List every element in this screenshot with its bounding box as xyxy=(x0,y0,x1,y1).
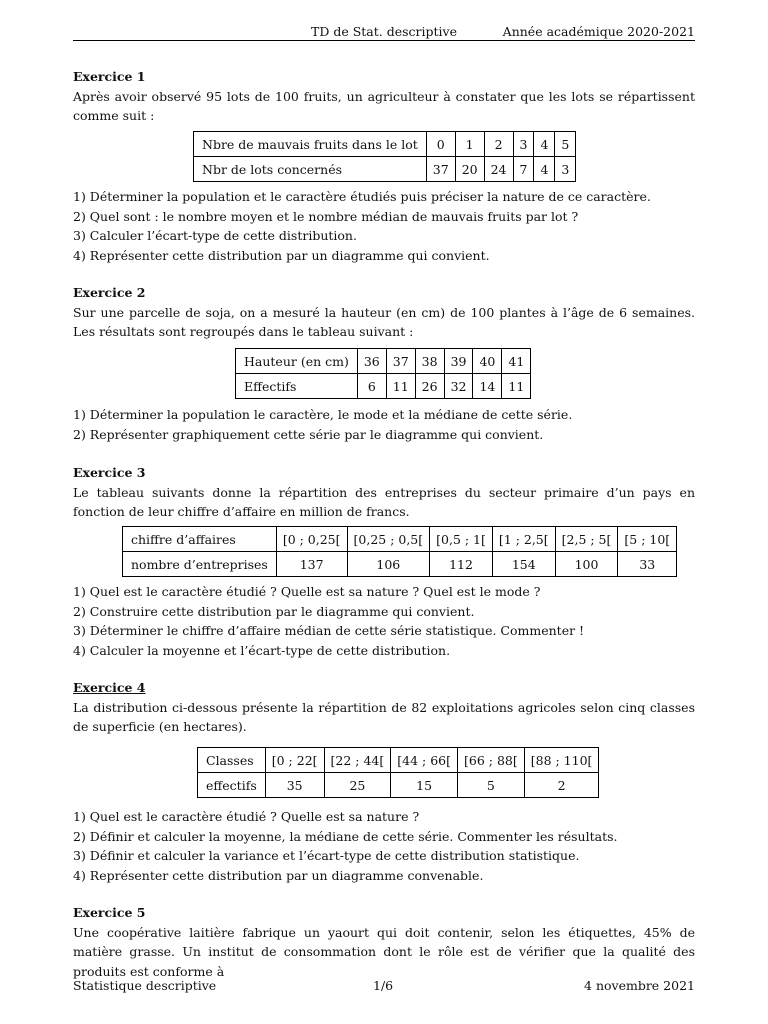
exercise-2-table xyxy=(235,348,531,399)
table-cell: 4 xyxy=(534,157,555,182)
question: 3) Calculer l’écart-type de cette distribution. xyxy=(73,228,357,243)
exercise-5-intro: Une coopérative laitière fabrique un yaourt qui doit contenir, selon les étiquettes, 45% de matière grasse. Un institut de consommation dont le rôle est de vérifier que la qualité des produits est conforme à xyxy=(73,924,695,979)
header-course: TD de Stat. descriptive xyxy=(311,24,457,39)
table-cell: 7 xyxy=(513,157,534,182)
exercise-3-table xyxy=(122,526,677,577)
table-cell: [0 ; 0,25[ xyxy=(276,527,347,552)
question: 1) Déterminer la population le caractère, le mode et la médiane de cette série. xyxy=(73,407,573,422)
exercise-1-questions xyxy=(73,187,695,265)
table-cell: 1 xyxy=(455,132,484,157)
exercise-1-intro: Après avoir observé 95 lots de 100 fruits, un agriculteur à constater que les lots se répartissent comme suit : xyxy=(73,88,695,123)
table-cell: [88 ; 110[ xyxy=(524,748,599,773)
table-cell: 37 xyxy=(386,349,415,374)
table-cell: 35 xyxy=(265,773,324,798)
exercise-3 xyxy=(73,463,695,522)
exercise-2 xyxy=(73,283,695,342)
table-cell: 11 xyxy=(502,374,531,399)
question: 2) Construire cette distribution par le diagramme qui convient. xyxy=(73,603,475,619)
table-cell: 26 xyxy=(415,374,444,399)
exercise-3-title: Exercice 3 xyxy=(73,465,146,480)
table-cell: 14 xyxy=(473,374,502,399)
table-cell: 5 xyxy=(458,773,525,798)
table-cell: [1 ; 2,5[ xyxy=(492,527,555,552)
table-row-label: Effectifs xyxy=(236,374,358,399)
table-cell: 154 xyxy=(492,552,555,577)
page-header xyxy=(73,22,695,41)
page-footer xyxy=(73,978,695,993)
exercise-1-title: Exercice 1 xyxy=(73,69,146,84)
table-cell: 5 xyxy=(555,132,576,157)
table-row xyxy=(123,527,677,552)
header-year: Année académique 2020-2021 xyxy=(502,24,695,39)
table-cell: 39 xyxy=(444,349,473,374)
table-cell: 40 xyxy=(473,349,502,374)
exercise-2-table-wrap xyxy=(235,348,531,399)
table-row xyxy=(236,349,531,374)
table-cell: 15 xyxy=(391,773,458,798)
question: 4) Représenter cette distribution par un diagramme convenable. xyxy=(73,867,484,883)
table-row-label: Nbre de mauvais fruits dans le lot xyxy=(194,132,427,157)
exercise-5 xyxy=(73,903,695,981)
table-cell: 20 xyxy=(455,157,484,182)
table-row-label: nombre d’entreprises xyxy=(123,552,277,577)
table-cell: 37 xyxy=(426,157,455,182)
table-cell: 33 xyxy=(618,552,677,577)
table-row xyxy=(194,132,576,157)
table-cell: 2 xyxy=(524,773,599,798)
table-cell: 11 xyxy=(386,374,415,399)
table-cell: 4 xyxy=(534,132,555,157)
table-cell: 137 xyxy=(276,552,347,577)
table-cell: [22 ; 44[ xyxy=(324,748,391,773)
question: 1) Déterminer la population et le caractère étudiés puis préciser la nature de ce caractère. xyxy=(73,189,651,204)
table-cell: 38 xyxy=(415,349,444,374)
table-row xyxy=(123,552,677,577)
exercise-4-table xyxy=(197,747,599,798)
table-cell: 24 xyxy=(484,157,513,182)
footer-date: 4 novembre 2021 xyxy=(584,978,695,993)
question: 1) Quel est le caractère étudié ? Quelle est sa nature ? xyxy=(73,809,420,824)
table-cell: [5 ; 10[ xyxy=(618,527,677,552)
table-cell: [0,5 ; 1[ xyxy=(430,527,493,552)
table-row xyxy=(194,157,576,182)
question: 4) Calculer la moyenne et l’écart-type de cette distribution. xyxy=(73,642,451,658)
exercise-2-title: Exercice 2 xyxy=(73,285,146,300)
question: 3) Définir et calculer la variance et l’écart-type de cette distribution statistique. xyxy=(73,848,580,863)
exercise-4-table-wrap xyxy=(197,747,599,798)
footer-course: Statistique descriptive xyxy=(73,978,217,993)
table-cell: 25 xyxy=(324,773,391,798)
table-row xyxy=(198,748,599,773)
exercise-4 xyxy=(73,678,695,737)
exercise-2-questions xyxy=(73,405,695,444)
table-cell: 0 xyxy=(426,132,455,157)
exercise-5-title: Exercice 5 xyxy=(73,905,146,920)
table-row xyxy=(236,374,531,399)
exercise-1 xyxy=(73,67,695,126)
table-cell: [66 ; 88[ xyxy=(458,748,525,773)
exercise-3-intro: Le tableau suivants donne la répartition des entreprises du secteur primaire d’un pays en fonction de leur chiffre d’affaire en million de francs. xyxy=(73,484,695,519)
table-cell: 3 xyxy=(555,157,576,182)
question: 2) Quel sont : le nombre moyen et le nombre médian de mauvais fruits par lot ? xyxy=(73,208,579,224)
table-cell: [0,25 ; 0,5[ xyxy=(347,527,430,552)
table-row xyxy=(198,773,599,798)
table-cell: 106 xyxy=(347,552,430,577)
question: 1) Quel est le caractère étudié ? Quelle est sa nature ? Quel est le mode ? xyxy=(73,584,541,599)
exercise-1-table-wrap xyxy=(193,131,576,182)
table-cell: 41 xyxy=(502,349,531,374)
question: 4) Représenter cette distribution par un diagramme qui convient. xyxy=(73,247,490,263)
table-cell: 100 xyxy=(555,552,618,577)
table-row-label: effectifs xyxy=(198,773,266,798)
table-cell: 2 xyxy=(484,132,513,157)
table-cell: [0 ; 22[ xyxy=(265,748,324,773)
table-row-label: chiffre d’affaires xyxy=(123,527,277,552)
exercise-3-questions xyxy=(73,582,695,660)
table-cell: 32 xyxy=(444,374,473,399)
exercise-4-title: Exercice 4 xyxy=(73,680,146,695)
exercise-4-questions xyxy=(73,807,695,885)
exercise-4-intro: La distribution ci-dessous présente la répartition de 82 exploitations agricoles selon cinq classes de superficie (en hectares). xyxy=(73,699,695,734)
page-number: 1/6 xyxy=(373,978,394,993)
table-cell: 112 xyxy=(430,552,493,577)
table-cell: 3 xyxy=(513,132,534,157)
table-cell: [2,5 ; 5[ xyxy=(555,527,618,552)
table-row-label: Hauteur (en cm) xyxy=(236,349,358,374)
exercise-3-table-wrap xyxy=(122,526,677,577)
exercise-1-table xyxy=(193,131,576,182)
exercise-2-intro: Sur une parcelle de soja, on a mesuré la hauteur (en cm) de 100 plantes à l’âge de 6 semaines. Les résultats sont regroupés dans le tableau suivant : xyxy=(73,304,695,339)
question: 3) Déterminer le chiffre d’affaire médian de cette série statistique. Commenter ! xyxy=(73,623,585,638)
table-cell: 6 xyxy=(357,374,386,399)
table-row-label: Classes xyxy=(198,748,266,773)
table-cell: [44 ; 66[ xyxy=(391,748,458,773)
question: 2) Représenter graphiquement cette série par le diagramme qui convient. xyxy=(73,426,544,442)
table-cell: 36 xyxy=(357,349,386,374)
question: 2) Définir et calculer la moyenne, la médiane de cette série. Commenter les résultats. xyxy=(73,828,618,844)
table-row-label: Nbr de lots concernés xyxy=(194,157,427,182)
